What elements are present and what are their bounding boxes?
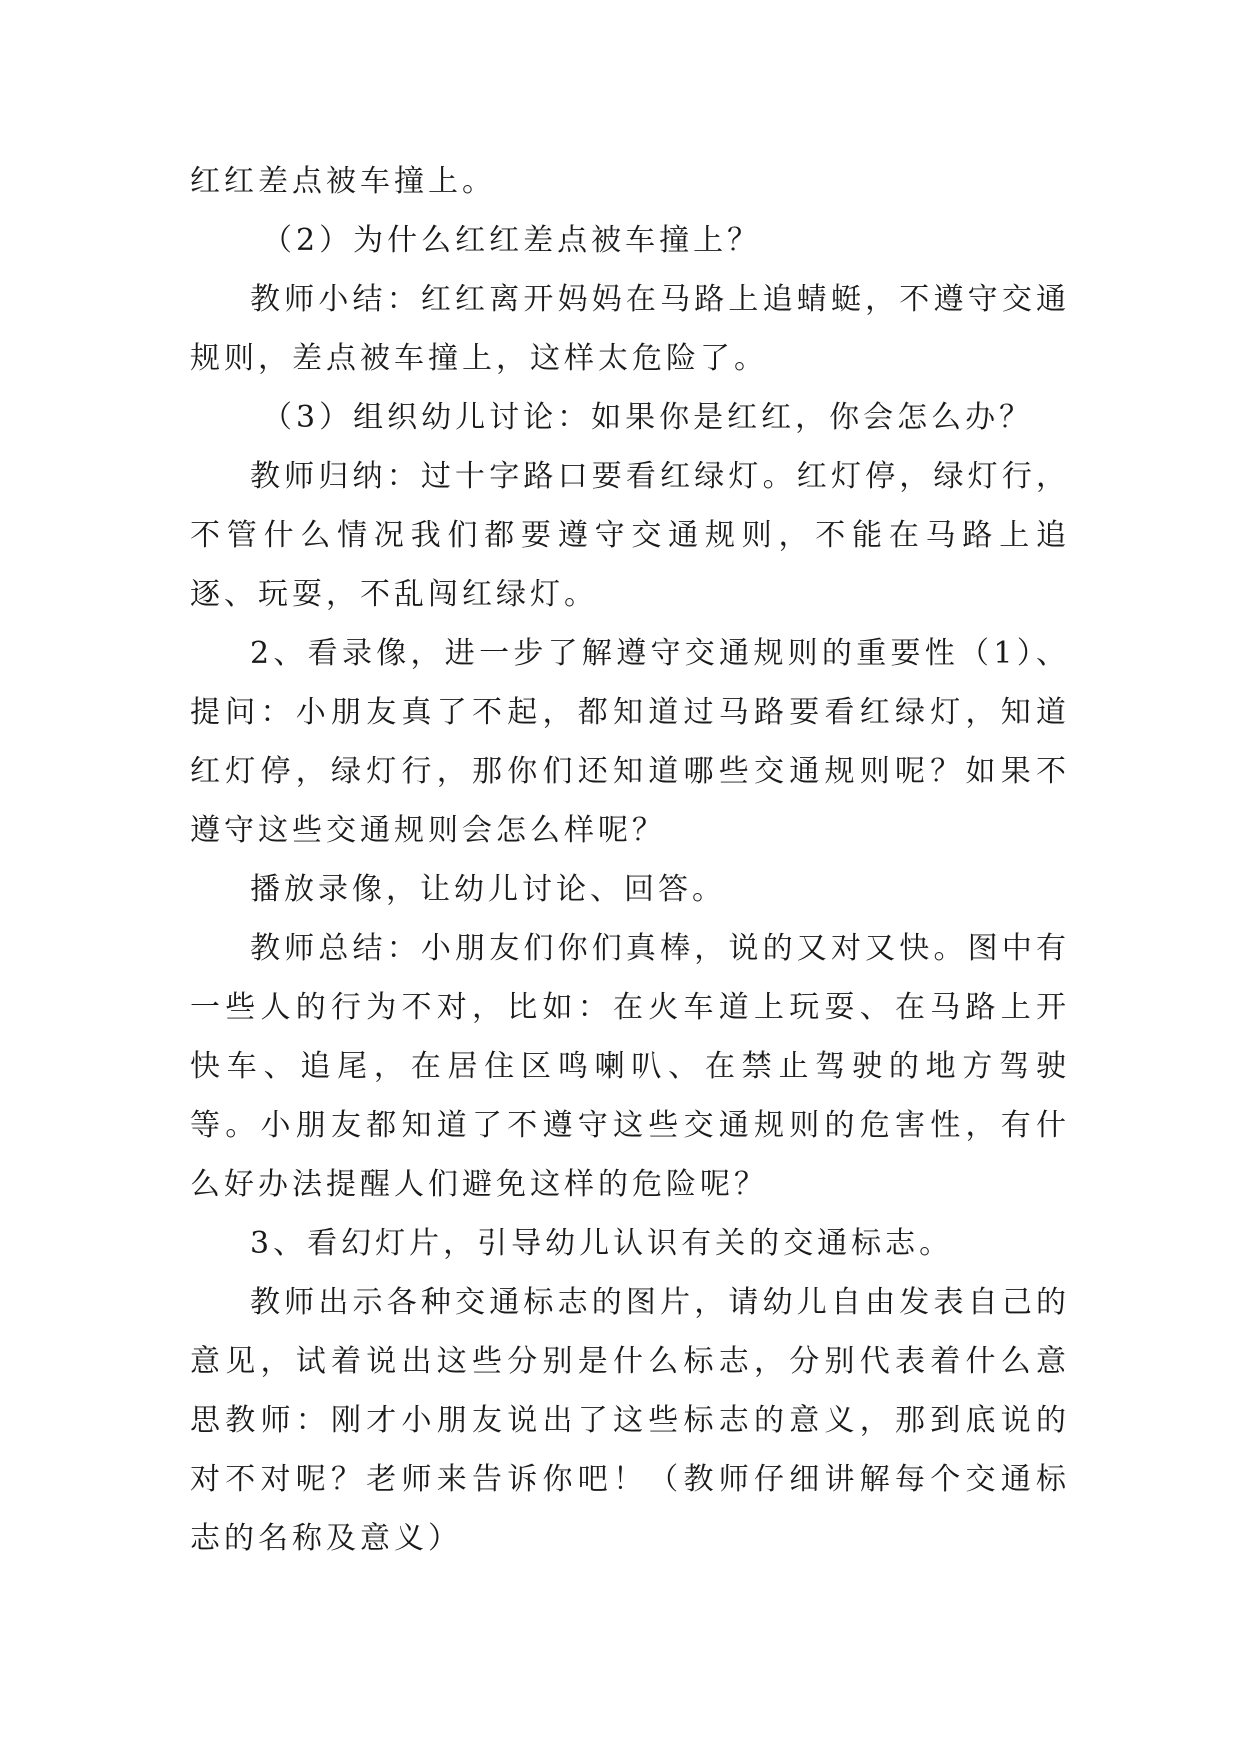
paragraph-discussion-3: （3）组织幼儿讨论：如果你是红红，你会怎么办？ bbox=[262, 400, 1034, 435]
paragraph-teacher-conclusion: 教师归纳：过十字路口要看红绿灯。红灯停，绿灯行，不管什么情况我们都要遵守交通规则，不能在马路上追逐、玩耍，不乱闯红绿灯。 bbox=[190, 459, 1070, 612]
document-body bbox=[190, 152, 1070, 1568]
paragraph-teacher-total: 教师总结：小朋友们你们真棒，说的又对又快。图中有一些人的行为不对，比如：在火车道上玩耍、在马路上开快车、追尾，在居住区鸣喇叭、在禁止驾驶的地方驾驶等。小朋友都知道了不遵守这些交通规则的危害性，有什么好办法提醒人们避免这样的危险呢？ bbox=[190, 931, 1070, 1202]
paragraph-question-2: （2）为什么红红差点被车撞上？ bbox=[262, 223, 762, 258]
paragraph-traffic-signs: 教师出示各种交通标志的图片，请幼儿自由发表自己的意见，试着说出这些分别是什么标志，分别代表着什么意思教师：刚才小朋友说出了这些标志的意义，那到底说的对不对呢？老师来告诉你吧！（教师仔细讲解每个交通标志的名称及意义） bbox=[190, 1285, 1070, 1556]
paragraph-play-video: 播放录像，让幼儿讨论、回答。 bbox=[250, 872, 726, 907]
paragraph-continuation: 红红差点被车撞上。 bbox=[190, 164, 496, 199]
paragraph-section-2-video: 2、看录像，进一步了解遵守交通规则的重要性（1）、提问：小朋友真了不起，都知道过马路要看红绿灯，知道红灯停，绿灯行，那你们还知道哪些交通规则呢？如果不遵守这些交通规则会怎么样呢？ bbox=[190, 636, 1070, 848]
paragraph-teacher-summary: 教师小结：红红离开妈妈在马路上追蜻蜓，不遵守交通规则，差点被车撞上，这样太危险了。 bbox=[190, 282, 1070, 376]
paragraph-section-3-slides: 3、看幻灯片，引导幼儿认识有关的交通标志。 bbox=[250, 1226, 954, 1261]
